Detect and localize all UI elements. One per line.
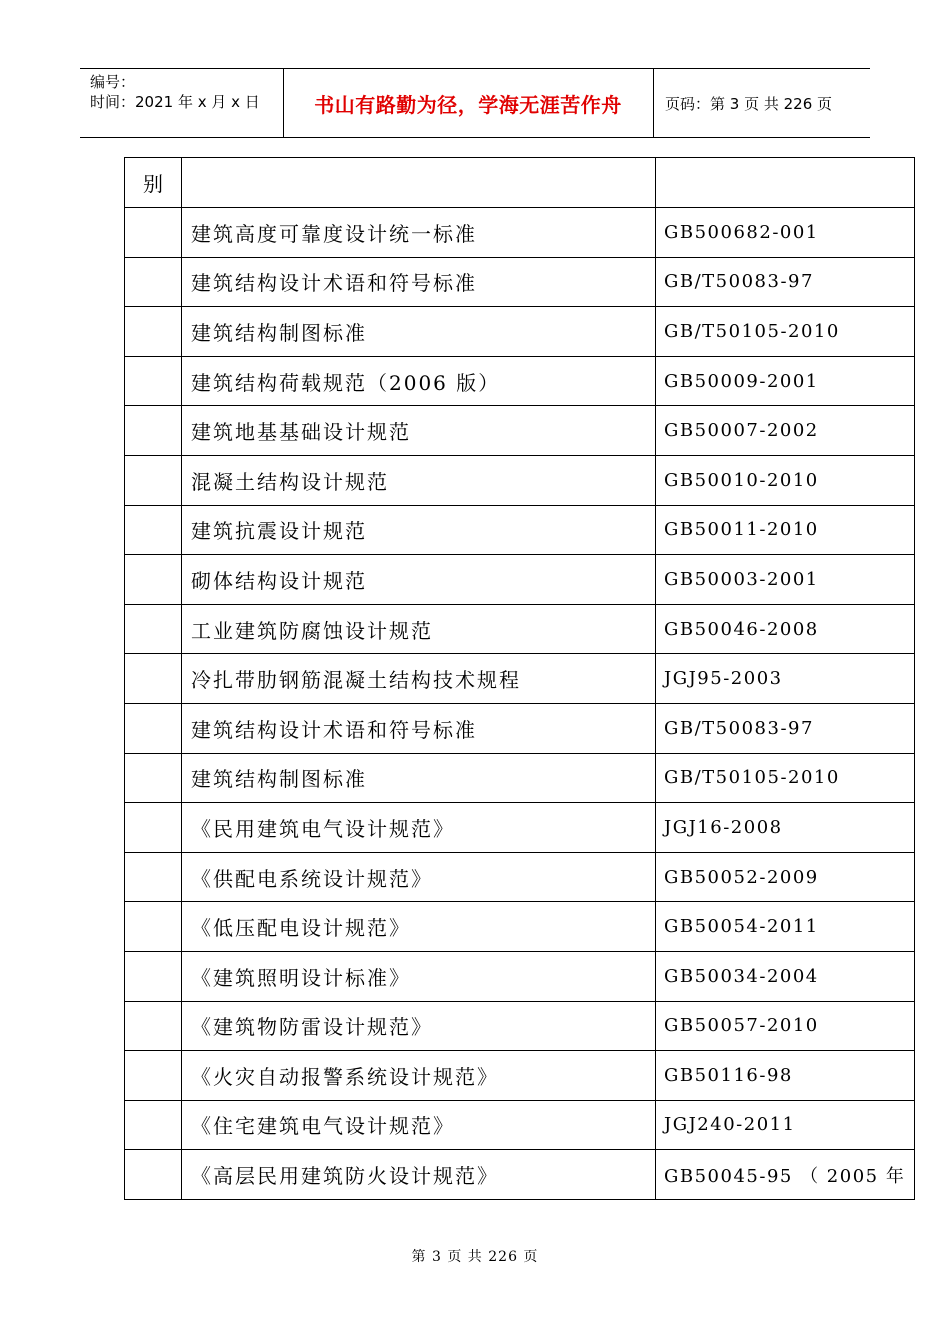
standard-name-cell: 《建筑照明设计标准》 [182,951,656,1001]
category-cell [125,555,182,605]
standard-name-cell: 建筑结构设计术语和符号标准 [182,703,656,753]
standard-code-cell: GB500682-001 [656,208,915,258]
standard-code-cell: JGJ95-2003 [656,654,915,704]
table-row [125,505,915,555]
category-cell [125,703,182,753]
standard-name-cell: 砌体结构设计规范 [182,555,656,605]
table-row [125,1001,915,1051]
table-row [125,158,915,208]
category-cell [125,951,182,1001]
doc-number-label: 编号： [90,73,136,91]
standard-name-cell: 冷扎带肋钢筋混凝土结构技术规程 [182,654,656,704]
standard-code-cell: GB50011-2010 [656,505,915,555]
standard-name-cell: 《低压配电设计规范》 [182,902,656,952]
category-cell [125,902,182,952]
standard-name-cell: 《火灾自动报警系统设计规范》 [182,1051,656,1101]
category-cell [125,356,182,406]
standard-code-cell: GB50052-2009 [656,852,915,902]
table-row [125,208,915,258]
category-cell [125,406,182,456]
standard-code-cell: GB50057-2010 [656,1001,915,1051]
standard-code-cell: GB50010-2010 [656,455,915,505]
header-meta [90,72,260,112]
standard-code-cell: GB50034-2004 [656,951,915,1001]
standard-code-cell: GB50003-2001 [656,555,915,605]
table-row [125,753,915,803]
standard-code-cell: GB/T50083-97 [656,703,915,753]
category-cell [125,852,182,902]
standard-code-cell: GB50116-98 [656,1051,915,1101]
standard-code-cell: JGJ16-2008 [656,803,915,853]
standard-code-cell: JGJ240-2011 [656,1100,915,1150]
standard-name-cell: 建筑结构荷载规范（2006 版） [182,356,656,406]
header-divider [653,69,654,137]
table-row [125,852,915,902]
standard-name-cell: 《住宅建筑电气设计规范》 [182,1100,656,1150]
standard-code-cell: GB50045-95 （ 2005 年 [656,1150,915,1200]
category-cell [125,1001,182,1051]
standard-code-cell: GB/T50083-97 [656,257,915,307]
standard-name-cell: 建筑高度可靠度设计统一标准 [182,208,656,258]
table-row [125,257,915,307]
page-footer: 第 3 页 共 226 页 [411,1249,539,1265]
page-header [80,68,870,138]
standard-code-cell: GB50046-2008 [656,604,915,654]
table-row [125,951,915,1001]
table-row [125,406,915,456]
category-cell [125,654,182,704]
category-cell [125,307,182,357]
category-cell [125,1100,182,1150]
standard-name-cell: 建筑抗震设计规范 [182,505,656,555]
standard-code-cell: GB50054-2011 [656,902,915,952]
category-cell [125,753,182,803]
standard-name-cell: 《供配电系统设计规范》 [182,852,656,902]
category-cell [125,1051,182,1101]
category-cell [125,505,182,555]
standard-code-cell: GB/T50105-2010 [656,753,915,803]
table-row [125,1150,915,1200]
table-row [125,307,915,357]
category-cell [125,803,182,853]
standard-code-cell [656,158,915,208]
standard-name-cell: 《高层民用建筑防火设计规范》 [182,1150,656,1200]
standards-table [124,157,915,1200]
standard-name-cell: 建筑地基基础设计规范 [182,406,656,456]
table-row [125,654,915,704]
standard-name-cell: 建筑结构制图标准 [182,753,656,803]
category-cell [125,604,182,654]
table-row [125,1100,915,1150]
table-row [125,703,915,753]
table-row [125,604,915,654]
category-cell [125,455,182,505]
header-motto: 书山有路勤为径，学海无涯苦作舟 [314,92,622,117]
standard-name-cell: 混凝土结构设计规范 [182,455,656,505]
table-row [125,356,915,406]
standard-code-cell: GB/T50105-2010 [656,307,915,357]
standard-name-cell: 《建筑物防雷设计规范》 [182,1001,656,1051]
category-cell [125,257,182,307]
table-row [125,455,915,505]
table-row [125,1051,915,1101]
category-cell [125,208,182,258]
standard-name-cell: 《民用建筑电气设计规范》 [182,803,656,853]
date-label: 时间：2021 年 x 月 x 日 [90,93,260,111]
standard-name-cell [182,158,656,208]
standard-name-cell: 工业建筑防腐蚀设计规范 [182,604,656,654]
standard-code-cell: GB50007-2002 [656,406,915,456]
table-row [125,803,915,853]
table-row [125,902,915,952]
category-cell: 别 [125,158,182,208]
standard-name-cell: 建筑结构设计术语和符号标准 [182,257,656,307]
standard-code-cell: GB50009-2001 [656,356,915,406]
table-row [125,555,915,605]
category-cell [125,1150,182,1200]
standard-name-cell: 建筑结构制图标准 [182,307,656,357]
header-page-info: 页码：第 3 页 共 226 页 [665,95,833,113]
